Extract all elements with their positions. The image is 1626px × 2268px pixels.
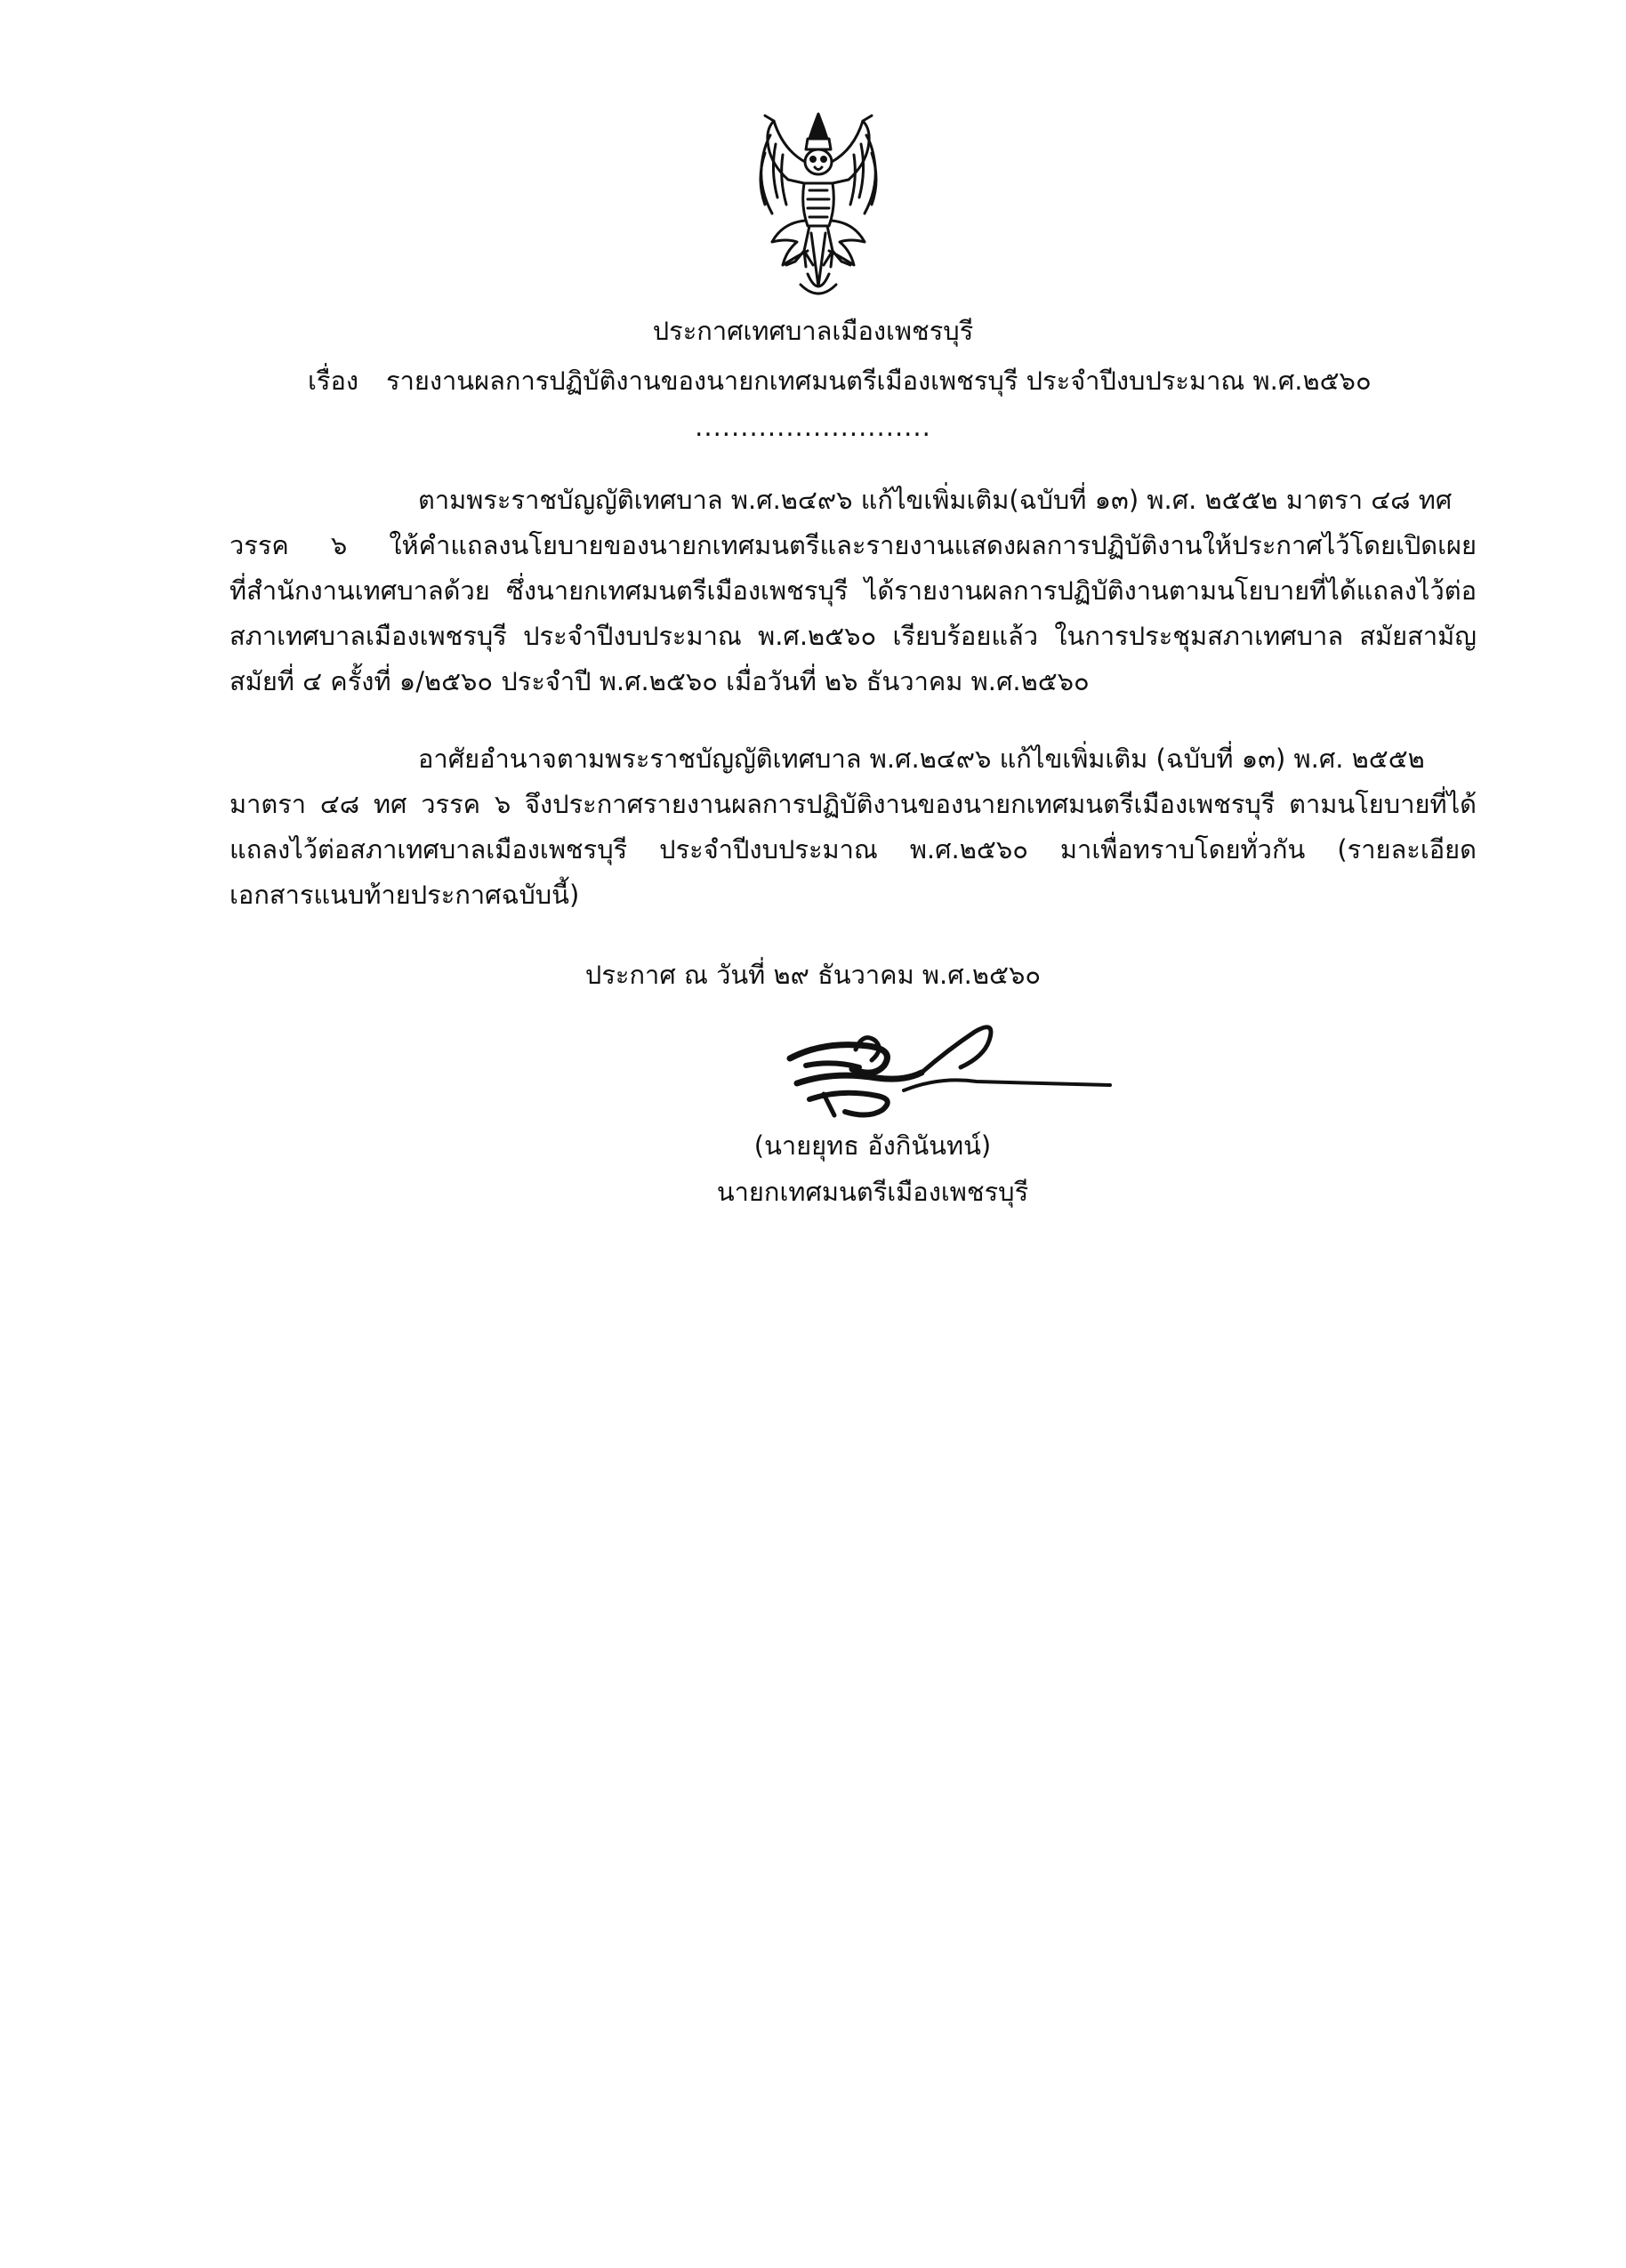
paragraph-line: เอกสารแนบท้ายประกาศฉบับนี้) <box>229 880 580 910</box>
subject-text: รายงานผลการปฏิบัติงานของนายกเทศมนตรีเมืองเพชรบุรี ประจำปีงบประมาณ พ.ศ.๒๕๖๐ <box>386 366 1372 396</box>
paragraph-line: อาศัยอำนาจตามพระราชบัญญัติเทศบาล พ.ศ.๒๔๙๖ แก้ไขเพิ่มเติม (ฉบับที่ ๑๓) พ.ศ. ๒๕๕๒ <box>418 744 1425 774</box>
paragraph-line: สมัยที่ ๔ ครั้งที่ ๑/๒๕๖๐ ประจำปี พ.ศ.๒๕๖๐ เมื่อวันที่ ๒๖ ธันวาคม พ.ศ.๒๕๖๐ <box>229 666 1090 696</box>
subject-label: เรื่อง <box>308 366 359 396</box>
document-subject <box>308 363 1372 398</box>
signer-title: นายกเทศมนตรีเมืองเพชรบุรี <box>716 1177 1029 1207</box>
announce-date: ประกาศ ณ วันที่ ๒๙ ธันวาคม พ.ศ.๒๕๖๐ <box>584 960 1042 990</box>
paragraph-line: แถลงไว้ต่อสภาเทศบาลเมืองเพชรบุรี ประจำปีงบประมาณ พ.ศ.๒๕๖๐ มาเพื่อทราบโดยทั่วกัน (รายละเอียด <box>229 834 1477 865</box>
separator-dots: .......................... <box>695 412 931 442</box>
paragraph-1 <box>229 478 1477 704</box>
signer-name: (นายยุทธ อังกินันทน์) <box>753 1130 992 1161</box>
paragraph-line: วรรค ๖ ให้คำแถลงนโยบายของนายกเทศมนตรีและรายงานแสดงผลการปฏิบัติงานให้ประกาศไว้โดยเปิดเผย <box>229 530 1477 560</box>
handwritten-signature <box>770 1014 1114 1128</box>
paragraph-line: สภาเทศบาลเมืองเพชรบุรี ประจำปีงบประมาณ พ.ศ.๒๕๖๐ เรียบร้อยแล้ว ในการประชุมสภาเทศบาล สมัยสามัญ <box>229 621 1477 651</box>
paragraph-line: ที่สำนักงานเทศบาลด้วย ซึ่งนายกเทศมนตรีเมืองเพชรบุรี ได้รายงานผลการปฏิบัติงานตามนโยบายที่ได้แถลงไว้ต่อ <box>229 575 1477 606</box>
paragraph-line: มาตรา ๔๘ ทศ วรรค ๖ จึงประกาศรายงานผลการปฏิบัติงานของนายกเทศมนตรีเมืองเพชรบุรี ตามนโยบายที่ได้ <box>229 789 1477 819</box>
paragraph-line: ตามพระราชบัญญัติเทศบาล พ.ศ.๒๔๙๖ แก้ไขเพิ่มเติม(ฉบับที่ ๑๓) พ.ศ. ๒๕๕๒ มาตรา ๔๘ ทศ <box>418 485 1453 515</box>
paragraph-2 <box>229 736 1477 918</box>
document-title: ประกาศเทศบาลเมืองเพชรบุรี <box>652 316 974 346</box>
garuda-emblem-icon <box>756 109 881 302</box>
